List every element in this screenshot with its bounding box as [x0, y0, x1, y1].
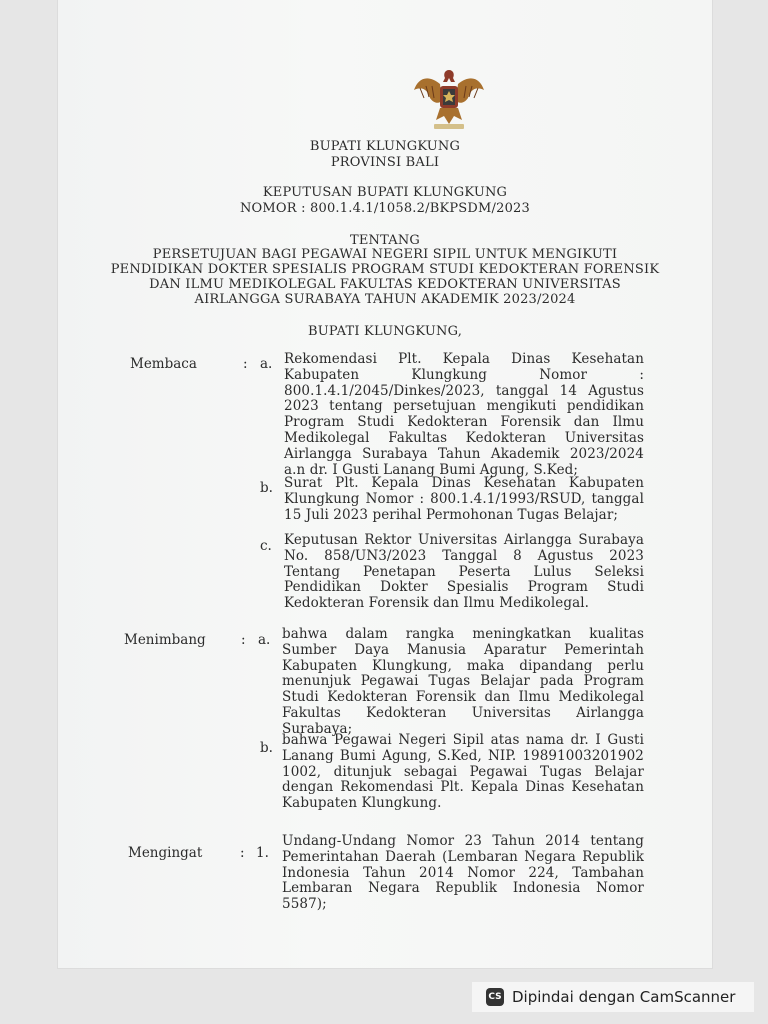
about-heading: TENTANG [349, 233, 421, 248]
camscanner-watermark [472, 982, 754, 1012]
decree-number: NOMOR : 800.1.4.1/1058.2/BKPSDM/2023 [239, 201, 531, 216]
mengingat-item-1: Undang-Undang Nomor 23 Tahun 2014 tentang Pemerintahan Daerah (Lembaran Negara Republik Indonesia Tahun 2014 Nomor 224, Tambahan Lembaran Negara Republik Indonesia Nomor 5587); [282, 833, 644, 913]
camscanner-logo-icon: CS [486, 988, 504, 1006]
item-marker: b. [260, 740, 273, 756]
menimbang-item-a: bahwa dalam rangka meningkatkan kualitas Sumber Daya Manusia Aparatur Pemerintah Kabupaten Klungkung, maka dipandang perlu menunjuk Pegawai Tugas Belajar pada Program Studi Kedokteran Forensik dan Ilmu Medikolegal Fakultas Kedokteran Universitas Airlangga Surabaya; [282, 626, 644, 737]
authority-heading: BUPATI KLUNGKUNG [309, 139, 461, 154]
section-colon: : [241, 632, 246, 648]
province-heading: PROVINSI BALI [330, 155, 440, 170]
membaca-item-a: Rekomendasi Plt. Kepala Dinas Kesehatan Kabupaten Klungkung Nomor : 800.1.4.1/2045/Dinkes/2023, tanggal 14 Agustus 2023 tentang persetujuan mengikuti pendidikan Program Studi Kedokteran Forensik dan Ilmu Medikolegal Fakultas Kedokteran Universitas Airlangga Surabaya Tahun Akademik 2023/2024 a.n dr. I Gusti Lanang Bumi Agung, S.Ked; [284, 351, 644, 478]
document-page [58, 0, 712, 968]
subject-line-1: PERSETUJUAN BAGI PEGAWAI NEGERI SIPIL UNTUK MENGIKUTI [152, 247, 618, 262]
subject-line-2: PENDIDIKAN DOKTER SPESIALIS PROGRAM STUDI KEDOKTERAN FORENSIK [110, 262, 660, 277]
membaca-item-c: Keputusan Rektor Universitas Airlangga Surabaya No. 858/UN3/2023 Tanggal 8 Agustus 2023 Tentang Penetapan Peserta Lulus Seleksi Pendidikan Dokter Spesialis Program Studi Kedokteran Forensik dan Ilmu Medikolegal. [284, 532, 644, 612]
subject-line-3: DAN ILMU MEDIKOLEGAL FAKULTAS KEDOKTERAN UNIVERSITAS [149, 277, 621, 292]
menimbang-item-b: bahwa Pegawai Negeri Sipil atas nama dr. I Gusti Lanang Bumi Agung, S.Ked, NIP. 19891003201902 1002, ditunjuk sebagai Pegawai Tugas Belajar dengan Rekomendasi Plt. Kepala Dinas Kesehatan Kabupaten Klungkung. [282, 732, 644, 812]
camscanner-label: Dipindai dengan CamScanner [512, 988, 736, 1006]
membaca-item-b: Surat Plt. Kepala Dinas Kesehatan Kabupaten Klungkung Nomor : 800.1.4.1/1993/RSUD, tanggal 15 Juli 2023 perihal Permohonan Tugas Belajar; [284, 475, 644, 523]
section-label-menimbang: Menimbang [124, 632, 206, 648]
item-marker: 1. [256, 845, 269, 861]
issuer-heading: BUPATI KLUNGKUNG, [307, 324, 463, 339]
garuda-emblem-icon [410, 64, 488, 134]
item-marker: b. [260, 480, 273, 496]
section-label-membaca: Membaca [130, 356, 197, 372]
section-colon: : [243, 356, 248, 372]
item-marker: a. [260, 356, 273, 372]
item-marker: c. [260, 538, 272, 554]
item-marker: a. [258, 632, 271, 648]
subject-line-4: AIRLANGGA SURABAYA TAHUN AKADEMIK 2023/2024 [194, 292, 576, 307]
section-label-mengingat: Mengingat [128, 845, 203, 861]
decree-title: KEPUTUSAN BUPATI KLUNGKUNG [262, 185, 508, 200]
section-colon: : [240, 845, 245, 861]
